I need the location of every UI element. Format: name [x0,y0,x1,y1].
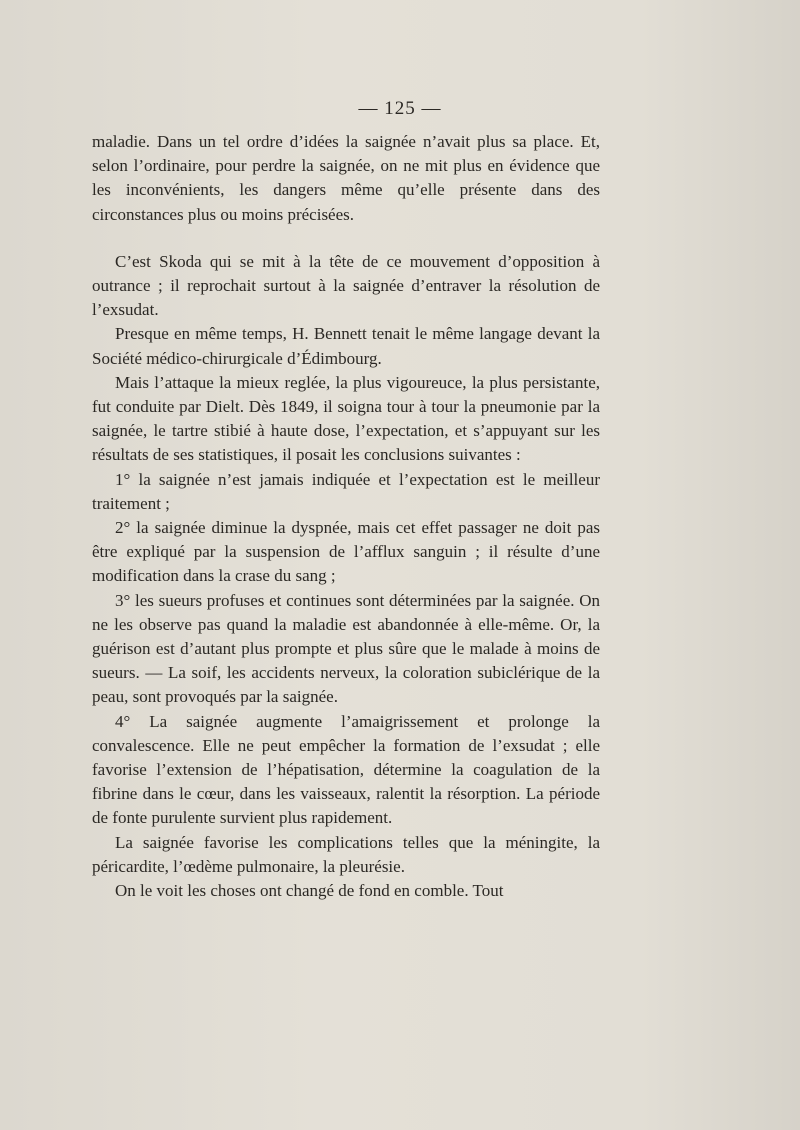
page-number: — 125 — [358,98,442,119]
paragraph-4: Mais l’attaque la mieux reglée, la plus vigoureuce, la plus persistante, fut conduite par Dielt. Dès 1849, il soigna tour à tour la pneumonie par la saignée, le tartre stibié à haute dose, l’expectation, et s’appuyant sur les résultats de ses statistiques, il posait les conclusions suivantes : [92,372,600,465]
conclusion-1: 1° la saignée n’est jamais indiquée et l’expectation est le meilleur traitement ; [92,469,600,513]
paragraph-complications: La saignée favorise les complications telles que la méningite, la péricardite, l’œdème pulmonaire, la pleurésie. [92,832,600,876]
conclusion-4: 4° La saignée augmente l’amaigrissement et prolonge la convalescence. Elle ne peut empêcher la formation de l’exsudat ; elle favorise l’extension de l’hépatisation, détermine la coagulation de la fibrine dans le cœur, dans les vaisseaux, ralentit la résorption. La période de fonte purulente survient plus rapidement. [92,711,600,828]
body-text [92,130,600,903]
paragraph-1: maladie. Dans un tel ordre d’idées la saignée n’avait plus sa place. Et, selon l’ordinaire, pour perdre la saignée, on ne mit plus en évidence que les inconvénients, les dangers même qu’elle présente dans des circonstances plus ou moins précisées. [92,132,600,224]
paragraph-2: C’est Skoda qui se mit à la tête de ce mouvement d’opposition à outrance ; il reprochait surtout à la saignée d’entraver la résolution de l’exsudat. [92,251,600,320]
conclusion-2: 2° la saignée diminue la dyspnée, mais cet effet passager ne doit pas être expliqué par la suspension de l’afflux sanguin ; il résulte d’une modification dans la crase du sang ; [92,518,600,586]
paragraph-final: On le voit les choses ont changé de fond en comble. Tout [115,881,504,901]
conclusion-3: 3° les sueurs profuses et continues sont déterminées par la saignée. On ne les observe pas quand la maladie est abandonnée à elle-même. Or, la guérison est d’autant plus prompte et plus sûre que le malade à moins de sueurs. — La soif, les accidents nerveux, la coloration subiclérique de la peau, sont provoqués par la saignée. [92,590,600,707]
paragraph-3: Presque en même temps, H. Bennett tenait le même langage devant la Société médico-chirurgicale d’Édimbourg. [92,324,600,368]
